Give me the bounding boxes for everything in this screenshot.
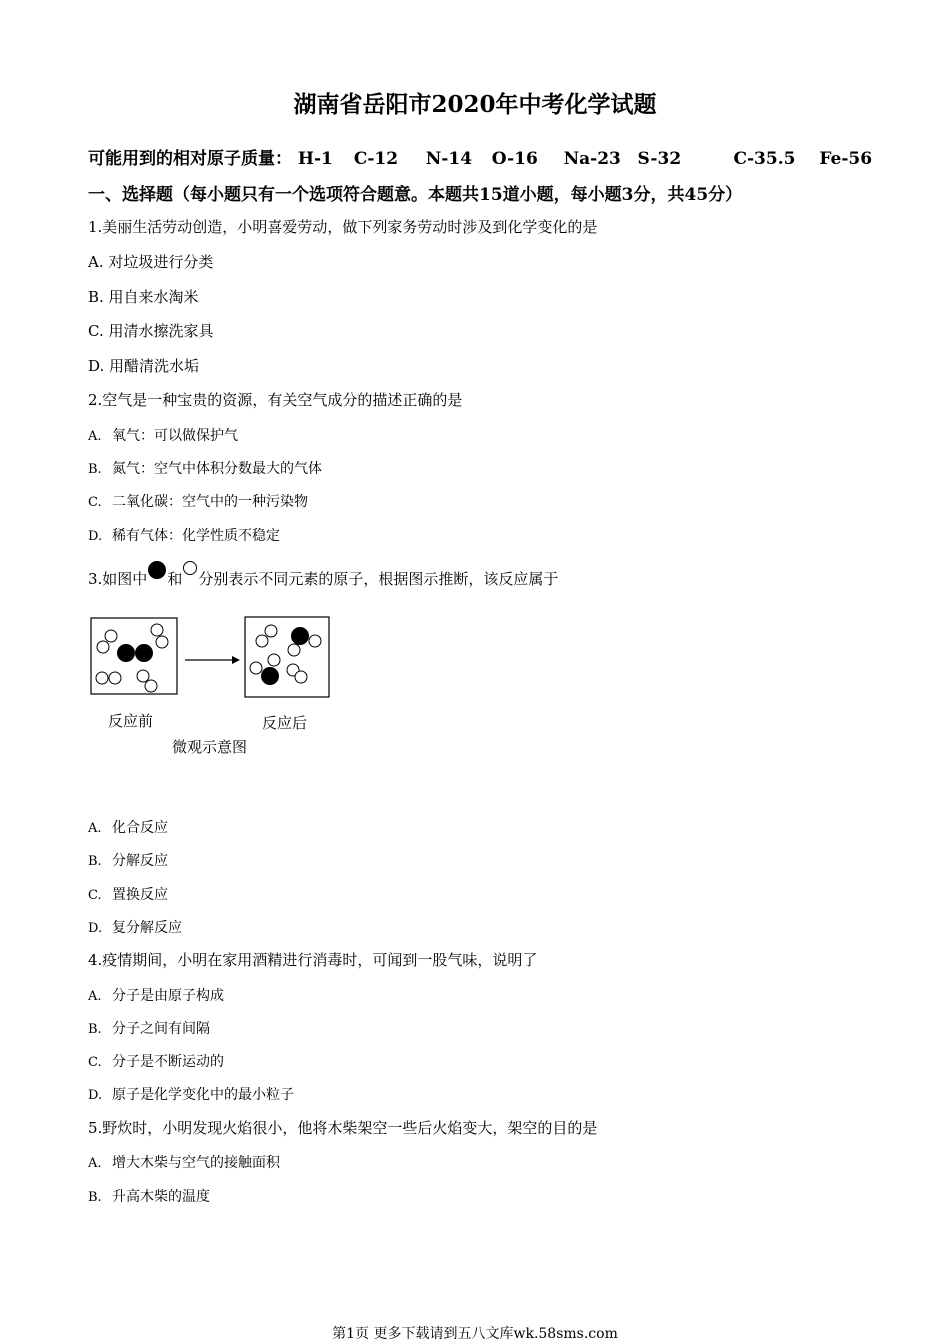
option-letter: C.: [88, 1055, 102, 1070]
option-letter: C.: [88, 495, 102, 510]
option-text: 氧气：可以做保护气: [112, 428, 238, 444]
white-atom: [96, 672, 108, 684]
white-atom: [295, 671, 307, 683]
option-text: 分解反应: [112, 853, 168, 869]
black-atom: [291, 627, 309, 645]
option-letter: A.: [88, 429, 102, 444]
mass-item: C-12: [353, 149, 399, 169]
option-letter: D.: [88, 529, 103, 544]
white-atom: [309, 635, 321, 647]
option-letter: C.: [88, 888, 102, 903]
white-atom: [156, 636, 168, 648]
mass-item: H-1: [297, 149, 333, 169]
question-4-option-c: [88, 1051, 224, 1071]
reaction-arrow: [185, 656, 240, 664]
question-2-stem: 2.空气是一种宝贵的资源，有关空气成分的描述正确的是: [88, 391, 463, 409]
white-atom: [288, 644, 300, 656]
stem-and: 和: [167, 570, 183, 588]
black-atom: [117, 644, 135, 662]
document-title: 湖南省岳阳市2020年中考化学试题: [293, 91, 657, 118]
option-text: 原子是化学变化中的最小粒子: [112, 1087, 294, 1103]
mass-item: N-14: [425, 149, 473, 169]
stem-suffix: 分别表示不同元素的原子，根据图示推断，该反应属于: [198, 570, 559, 588]
option-text: 增大木柴与空气的接触面积: [112, 1155, 280, 1171]
atomic-masses-line: [88, 144, 872, 169]
question-5-option-a: [88, 1152, 280, 1172]
question-4-option-a: [88, 985, 224, 1005]
before-box: [91, 618, 177, 694]
option-text: 分子是不断运动的: [112, 1054, 224, 1070]
option-text: 氮气：空气中体积分数最大的气体: [112, 461, 322, 477]
option-letter: D.: [88, 921, 103, 936]
question-5-stem: 5.野炊时，小明发现火焰很小，他将木柴架空一些后火焰变大，架空的目的是: [88, 1119, 598, 1137]
option-letter: B.: [88, 1190, 102, 1205]
option-letter: B.: [88, 1022, 102, 1037]
after-label: 反应后: [262, 714, 308, 732]
white-atom: [250, 662, 262, 674]
option-text: 复分解反应: [112, 920, 182, 936]
black-atom: [261, 667, 279, 685]
white-atom: [151, 624, 163, 636]
question-2-option-c: [88, 491, 308, 511]
white-atom: [268, 654, 280, 666]
white-atom: [109, 672, 121, 684]
option-letter: D.: [88, 1088, 103, 1103]
page-footer: 第1页 更多下载请到五八文库wk.58sms.com: [332, 1326, 618, 1342]
question-1-option-c: C. 用清水擦洗家具: [88, 322, 214, 340]
option-text: 稀有气体：化学性质不稳定: [112, 528, 280, 544]
mass-item: Na-23: [563, 149, 621, 169]
stem-prefix: 3.如图中: [88, 570, 148, 588]
white-atom: [145, 680, 157, 692]
option-letter: A.: [88, 1156, 102, 1171]
question-1-option-d: D. 用醋清洗水垢: [88, 357, 200, 375]
question-5-option-b: [88, 1186, 210, 1206]
option-letter: B.: [88, 854, 102, 869]
black-atom-icon: [147, 560, 167, 584]
white-atom: [265, 625, 277, 637]
question-2-option-d: [88, 525, 280, 545]
mass-item: C-35.5: [733, 149, 796, 169]
question-2-option-b: [88, 458, 322, 478]
option-text: 二氧化碳：空气中的一种污染物: [112, 494, 308, 510]
option-text: 化合反应: [112, 820, 168, 836]
after-box: [245, 617, 329, 697]
white-atom: [137, 670, 149, 682]
question-3-option-c: [88, 884, 168, 904]
option-text: 置换反应: [112, 887, 168, 903]
option-text: 分子是由原子构成: [112, 988, 224, 1004]
option-text: 分子之间有间隔: [112, 1021, 210, 1037]
option-letter: A.: [88, 989, 102, 1004]
before-label: 反应前: [108, 712, 154, 730]
question-1-option-b: B. 用自来水淘米: [88, 288, 199, 306]
question-1-option-a: A. 对垃圾进行分类: [88, 253, 214, 271]
question-3-stem: [88, 568, 558, 592]
question-3-option-d: [88, 917, 182, 937]
diagram-caption: 微观示意图: [172, 738, 248, 756]
option-letter: B.: [88, 462, 102, 477]
question-4-option-d: [88, 1084, 294, 1104]
question-3-option-a: [88, 817, 168, 837]
question-3-option-b: [88, 850, 168, 870]
question-1-stem: 1.美丽生活劳动创造，小明喜爱劳动，做下列家务劳动时涉及到化学变化的是: [88, 218, 598, 236]
black-atom: [135, 644, 153, 662]
section-header: 一、选择题（每小题只有一个选项符合题意。本题共15道小题，每小题3分，共45分）: [88, 185, 743, 205]
mass-item: O-16: [491, 149, 538, 169]
white-atom-icon: [182, 560, 198, 580]
atomic-masses-label: 可能用到的相对原子质量：: [88, 149, 292, 169]
question-4-stem: 4.疫情期间，小明在家用酒精进行消毒时，可闻到一股气味，说明了: [88, 951, 538, 969]
white-atom: [256, 635, 268, 647]
white-atom: [105, 630, 117, 642]
mass-item: S-32: [637, 149, 682, 169]
question-4-option-b: [88, 1018, 210, 1038]
white-atom: [97, 641, 109, 653]
option-letter: A.: [88, 821, 102, 836]
mass-item: Fe-56: [819, 149, 873, 169]
question-2-option-a: [88, 425, 238, 445]
option-text: 升高木柴的温度: [112, 1189, 210, 1205]
